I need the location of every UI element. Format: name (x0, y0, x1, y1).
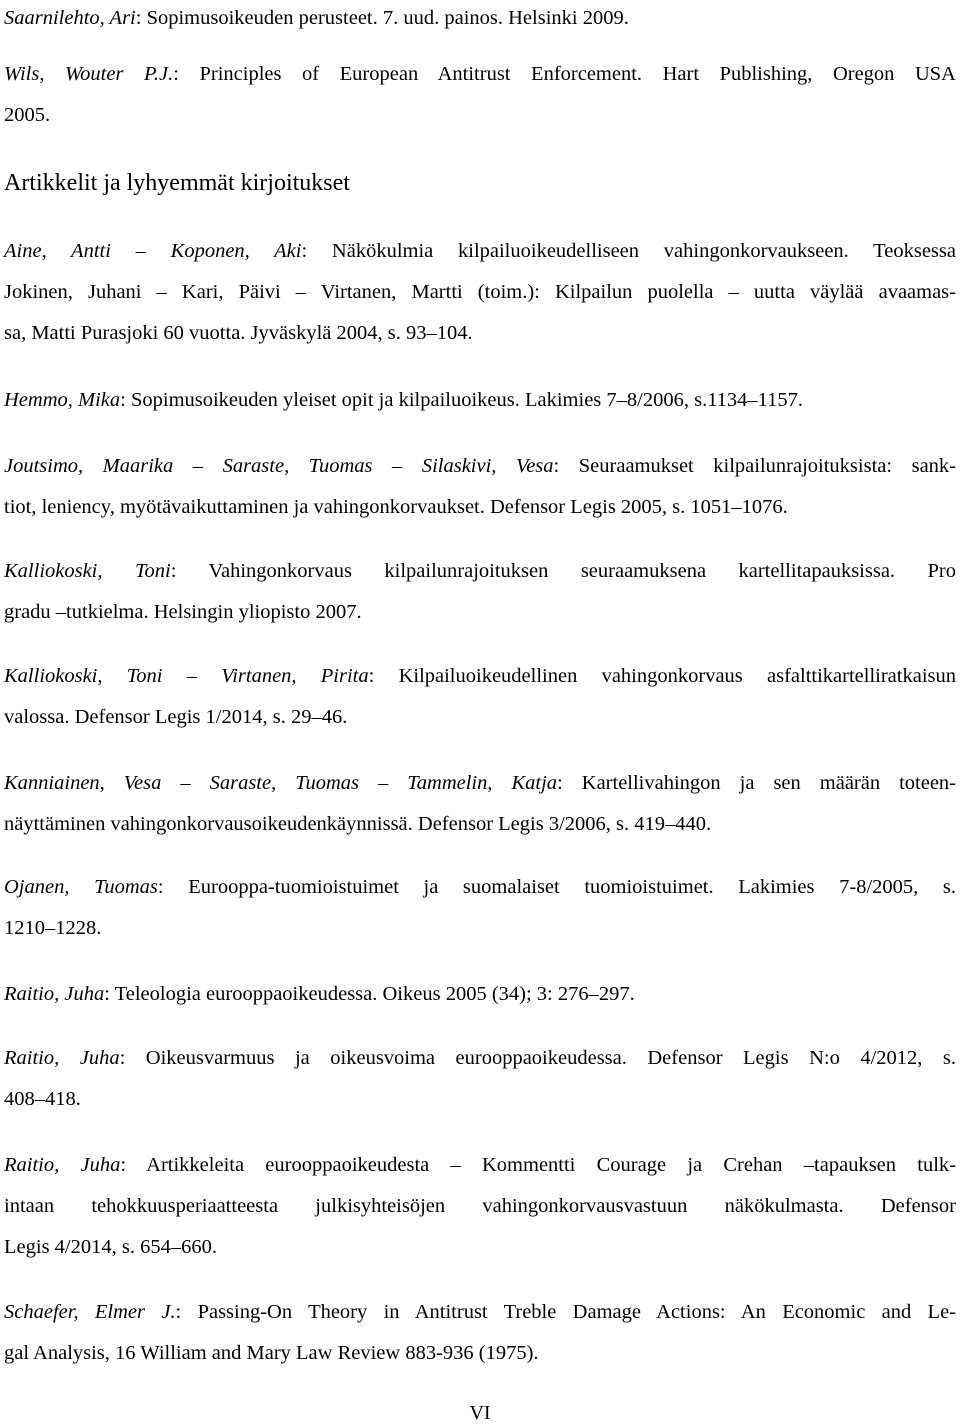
bibliography-entry: Raitio, Juha: Artikkeleita eurooppaoikeudesta – Kommentti Courage ja Crehan –tapauksen tulk- intaan tehokkuusperiaatteesta julkisyhteisöjen vahingonkorvausvastuun näkökulmasta. Defensor Legis 4/2014, s. 654–660. (4, 1145, 956, 1268)
entry-text: näyttäminen vahingonkorvausoikeudenkäynnissä. Defensor Legis 3/2006, s. 419–440. (4, 813, 712, 835)
bibliography-entry: Hemmo, Mika: Sopimusoikeuden yleiset opit ja kilpailuoikeus. Lakimies 7–8/2006, s.1134–1157. (4, 389, 804, 411)
entry-author: Kalliokoski, Toni (4, 560, 171, 582)
entry-author: Kanniainen, Vesa – Saraste, Tuomas – Tammelin, Katja (4, 772, 558, 794)
entry-author: Raitio, Juha (4, 1154, 121, 1176)
bibliography-entry: Raitio, Juha: Teleologia eurooppaoikeudessa. Oikeus 2005 (34); 3: 276–297. (4, 983, 635, 1005)
entry-text: Artikkeleita eurooppaoikeudesta – Kommentti Courage ja Crehan –tapauksen tulk- (146, 1154, 956, 1176)
entry-text: Eurooppa-tuomioistuimet ja suomalaiset tuomioistuimet. Lakimies 7-8/2005, s. (188, 876, 957, 898)
bibliography-entry: Kalliokoski, Toni – Virtanen, Pirita: Kilpailuoikeudellinen vahingonkorvaus asfalttikartelliratkaisun valossa. Defensor Legis 1/2014, s. 29–46. (4, 656, 956, 738)
bibliography-entry: Wils, Wouter P.J.: Principles of European Antitrust Enforcement. Hart Publishing, Oregon USA 2005. (4, 54, 956, 136)
entry-text: Teleologia eurooppaoikeudessa. Oikeus 2005 (34); 3: 276–297. (114, 983, 635, 1005)
entry-author: Raitio, Juha (4, 983, 105, 1005)
bibliography-entry: Schaefer, Elmer J.: Passing-On Theory in Antitrust Treble Damage Actions: An Economic and Le- gal Analysis, 16 William and Mary Law Review 883-936 (1975). (4, 1292, 956, 1374)
entry-text: valossa. Defensor Legis 1/2014, s. 29–46. (4, 706, 348, 728)
entry-text: Legis 4/2014, s. 654–660. (4, 1236, 217, 1258)
entry-text: Sopimusoikeuden yleiset opit ja kilpailuoikeus. Lakimies 7–8/2006, s.1134–1157. (130, 389, 804, 411)
entry-author: Ojanen, Tuomas (4, 876, 158, 898)
entry-text: Vahingonkorvaus kilpailunrajoituksen seuraamuksena kartellitapauksissa. Pro (208, 560, 956, 582)
bibliography-entry: Kanniainen, Vesa – Saraste, Tuomas – Tammelin, Katja: Kartellivahingon ja sen määrän toteen- näyttäminen vahingonkorvausoikeudenkäynnissä. Defensor Legis 3/2006, s. 419–440. (4, 763, 956, 845)
entry-text: gradu –tutkielma. Helsingin yliopisto 2007. (4, 601, 362, 623)
entry-text: 408–418. (4, 1088, 81, 1110)
entry-text: sa, Matti Purasjoki 60 vuotta. Jyväskylä 2004, s. 93–104. (4, 322, 473, 344)
bibliography-entry: Joutsimo, Maarika – Saraste, Tuomas – Silaskivi, Vesa: Seuraamukset kilpailunrajoituksista: sank- tiot, leniency, myötävaikuttaminen ja vahingonkorvaukset. Defensor Legis 2005, s. 1051–1076. (4, 446, 956, 528)
bibliography-entry: Ojanen, Tuomas: Eurooppa-tuomioistuimet ja suomalaiset tuomioistuimet. Lakimies 7-8/2005, s. 1210–1228. (4, 867, 956, 949)
bibliography-entry: Aine, Antti – Koponen, Aki: Näkökulmia kilpailuoikeudelliseen vahingonkorvaukseen. Teoksessa Jokinen, Juhani – Kari, Päivi – Virtanen, Martti (toim.): Kilpailun puolella – uutta väylää avaamas- sa, Matti Purasjoki 60 vuotta. Jyväskylä 2004, s. 93–104. (4, 231, 956, 354)
entry-author: Schaefer, Elmer J. (4, 1301, 176, 1323)
page-number: VI (469, 1402, 491, 1424)
entry-text: intaan tehokkuusperiaatteesta julkisyhteisöjen vahingonkorvausvastuun näkökulmasta. Defensor (4, 1195, 956, 1217)
bibliography-entry: Kalliokoski, Toni: Vahingonkorvaus kilpailunrajoituksen seuraamuksena kartellitapauksissa. Pro gradu –tutkielma. Helsingin yliopisto 2007. (4, 551, 956, 633)
entry-text: Jokinen, Juhani – Kari, Päivi – Virtanen, Martti (toim.): Kilpailun puolella – uutta väylää avaamas- (4, 281, 956, 303)
entry-author: Saarnilehto, Ari (4, 7, 136, 29)
entry-text: Kartellivahingon ja sen määrän toteen- (581, 772, 957, 794)
section-heading: Artikkelit ja lyhyemmät kirjoitukset (4, 170, 350, 196)
entry-text: tiot, leniency, myötävaikuttaminen ja vahingonkorvaukset. Defensor Legis 2005, s. 1051–1076. (4, 496, 788, 518)
entry-text: 1210–1228. (4, 917, 102, 939)
entry-text: Oikeusvarmuus ja oikeusvoima eurooppaoikeudessa. Defensor Legis N:o 4/2012, s. (145, 1047, 956, 1069)
entry-author: Aine, Antti – Koponen, Aki (4, 240, 302, 262)
entry-author: Kalliokoski, Toni – Virtanen, Pirita (4, 665, 369, 687)
entry-author: Joutsimo, Maarika – Saraste, Tuomas – Silaskivi, Vesa (4, 455, 554, 477)
entry-author: Wils, Wouter P.J. (4, 63, 174, 85)
entry-text: 2005. (4, 104, 51, 126)
entry-author: Raitio, Juha (4, 1047, 120, 1069)
bibliography-entry: Saarnilehto, Ari: Sopimusoikeuden perusteet. 7. uud. painos. Helsinki 2009. (4, 7, 629, 29)
entry-text: Passing-On Theory in Antitrust Treble Damage Actions: An Economic and Le- (197, 1301, 956, 1323)
entry-text: gal Analysis, 16 William and Mary Law Review 883-936 (1975). (4, 1342, 539, 1364)
entry-text: Näkökulmia kilpailuoikeudelliseen vahingonkorvaukseen. Teoksessa (331, 240, 956, 262)
entry-text: Sopimusoikeuden perusteet. 7. uud. painos. Helsinki 2009. (146, 7, 629, 29)
entry-text: Principles of European Antitrust Enforcement. Hart Publishing, Oregon USA (199, 63, 956, 85)
entry-text: Kilpailuoikeudellinen vahingonkorvaus asfalttikartelliratkaisun (398, 665, 956, 687)
bibliography-entry: Raitio, Juha: Oikeusvarmuus ja oikeusvoima eurooppaoikeudessa. Defensor Legis N:o 4/2012, s. 408–418. (4, 1038, 956, 1120)
entry-author: Hemmo, Mika (4, 389, 121, 411)
entry-text: Seuraamukset kilpailunrajoituksista: sank- (578, 455, 956, 477)
